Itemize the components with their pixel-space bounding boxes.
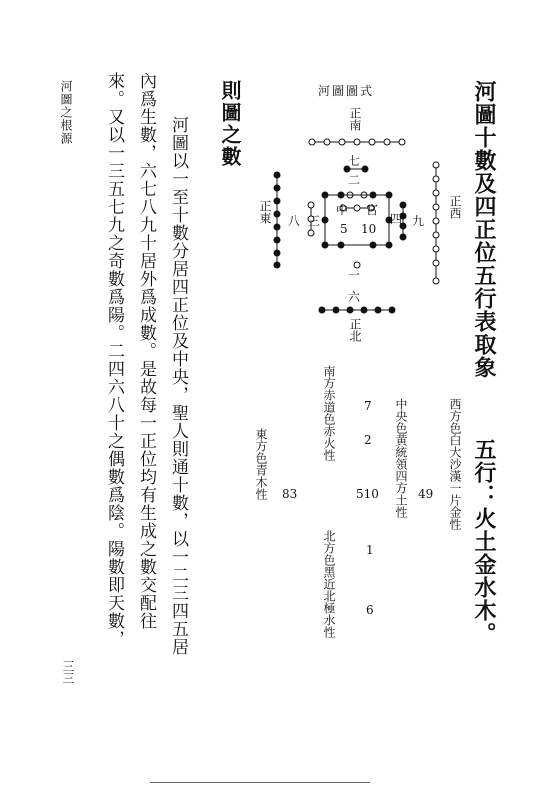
five-elements-heading: 五行：火土金水木。 [471,438,496,645]
east-label: 正東 [258,200,272,224]
bottom-rule [150,782,370,783]
east-element-numbers: 83 [282,487,298,501]
north-element-num-1: 1 [366,543,374,557]
center-label: 中 [336,203,349,217]
number-seven: 七 [348,154,361,168]
north-black-dots [319,307,395,313]
east-black-dots [274,172,280,268]
north-label: 正北 [348,318,362,342]
south-label: 正南 [348,107,362,131]
west-element-text: 西方色白大沙漢一片金性 [448,398,462,530]
section-title: 則圖之數 [218,80,242,168]
diagram-title: 河圖圖式 [318,84,375,98]
body-column-1: 河圖以一至十數分居四正位及中央，聖人則通十數，以一二三四五居 [168,116,188,656]
palace-label: 宮 [366,203,379,217]
north-element-num-2: 6 [366,603,374,617]
west-white-dots [433,162,439,284]
number-four: 四 [390,212,403,226]
main-title: 河圖十數及四正位五行表取象 [471,80,496,379]
page-number: 三三 [61,660,75,684]
side-section-label: 河圖之根源 [59,80,73,145]
south-element-num-1: 7 [364,399,372,413]
north-element-text: 北方色黑近北極水性 [322,530,336,638]
number-nine: 九 [412,214,425,228]
south-element-text: 南方赤道色赤火性 [322,365,336,461]
west-element-numbers: 49 [418,487,434,501]
south-white-dots [309,139,405,145]
number-eight: 八 [288,214,301,228]
center-black-dots [322,192,392,248]
number-one: 一 [348,268,361,282]
east-element-text: 東方色青木性 [254,428,268,500]
west-label: 正西 [448,195,462,219]
number-three: 三 [308,214,321,228]
body-column-3: 來。又以一三五七九之奇數爲陽。二四六八十之偶數爲陰。陽數即天數， [104,72,124,648]
center-ten: 10 [361,222,377,236]
body-column-2: 內爲生數，六七八九十居外爲成數。是故每一正位均有生成之數交配往 [136,72,156,630]
number-two: 二 [348,173,361,187]
hetu-diagram [240,95,480,345]
center-five: 5 [340,222,348,236]
south-element-num-2: 2 [364,433,372,447]
center-element-text: 中央色黄統領四方土性 [394,398,408,518]
center-element-numbers: 510 [356,487,379,501]
number-six: 六 [348,290,361,304]
